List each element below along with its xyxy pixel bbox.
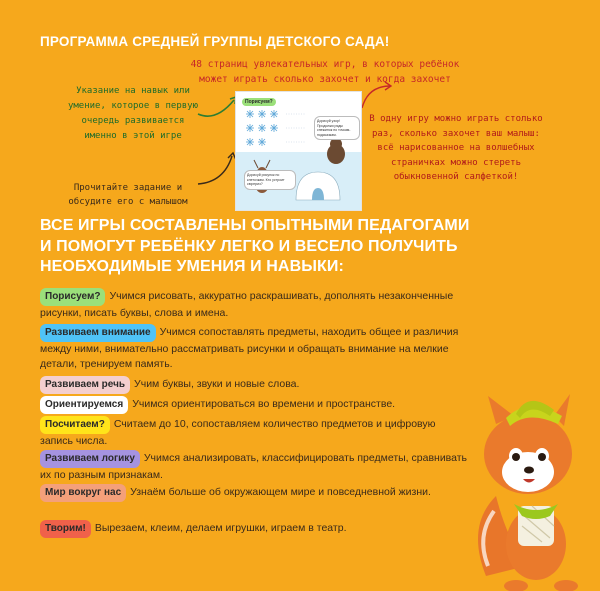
skill-description: Считаем до 10, сопоставляем количество предметов и цифровую запись числа. (40, 418, 436, 447)
skill-description: Учимся сопоставлять предметы, находить общее и различия между ними, внимательно рассматривать рисунки и обращать внимание на мелкие детали, тренируем память. (40, 326, 459, 370)
skill-tag: Ориентируемся (40, 396, 128, 414)
list-item (40, 324, 470, 373)
pages-note: 48 страниц увлекательных игр, в которых ребёнок может играть сколько захочет и когда захочет (190, 59, 460, 85)
arrow-from-right-hint-icon (358, 80, 394, 110)
list-item (40, 520, 470, 538)
skill-tag: Развиваем внимание (40, 324, 156, 342)
skill-hint-annotation: Указание на навык или умение, которое в первую очередь развивается именно в этой игре (67, 86, 199, 141)
list-item (40, 450, 470, 483)
skill-tag: Развиваем логику (40, 450, 140, 468)
game-page-preview (236, 92, 361, 210)
list-item (40, 288, 470, 321)
skill-tag: Порисуем? (40, 288, 105, 306)
erase-hint-annotation: В одну игру можно играть столько раз, сколько захочет ваш малыш: всё нарисованное на волшебных страничках можно стереть обыкновенной салфеткой! (369, 114, 543, 182)
preview-skill-tag: Порисуем? (242, 98, 276, 106)
skill-tag: Творим! (40, 520, 91, 538)
task-hint-annotation: Прочитайте задание и обсудите его с малышом (68, 183, 188, 207)
preview-instruction-bubble: Дорисуй узор! Продолжи ряды снежинок по точкам-подсказкам. (314, 116, 360, 140)
main-heading: ВСЕ ИГРЫ СОСТАВЛЕНЫ ОПЫТНЫМИ ПЕДАГОГАМИ И ПОМОГУТ РЕБЁНКУ ЛЕГКО И ВЕСЕЛО ПОЛУЧИТЬ НЕОБХОДИМЫЕ УМЕНИЯ И НАВЫКИ: (40, 217, 470, 275)
list-item (40, 396, 470, 414)
skill-tag: Посчитаем? (40, 416, 110, 434)
skill-description: Учимся ориентироваться во времени и пространстве. (132, 398, 396, 410)
skill-tag: Развиваем речь (40, 376, 130, 394)
skill-description: Вырезаем, клеим, делаем игрушки, играем в театр. (94, 522, 347, 534)
skill-description: Учимся анализировать, классифицировать предметы, сравнивать их по разным признакам. (40, 452, 468, 481)
skill-description: Учим буквы, звуки и новые слова. (134, 378, 300, 390)
skill-description: Узнаём больше об окружающем мире и повседневной жизни. (130, 486, 431, 498)
winter-scene-illustration (236, 92, 361, 210)
fox-mascot-illustration (466, 376, 600, 591)
page-title: ПРОГРАММА СРЕДНЕЙ ГРУППЫ ДЕТСКОГО САДА! (40, 34, 390, 49)
skill-description: Учимся рисовать, аккуратно раскрашивать, дополнять незаконченные рисунки, писать буквы, слова и имена. (40, 290, 454, 319)
preview-task-bubble: Дорисуй рисунок по клеточкам. Кто устроит сюрприз? (244, 170, 296, 190)
skill-tag: Мир вокруг нас (40, 484, 126, 502)
list-item (40, 484, 470, 502)
list-item (40, 416, 470, 449)
list-item (40, 376, 470, 394)
